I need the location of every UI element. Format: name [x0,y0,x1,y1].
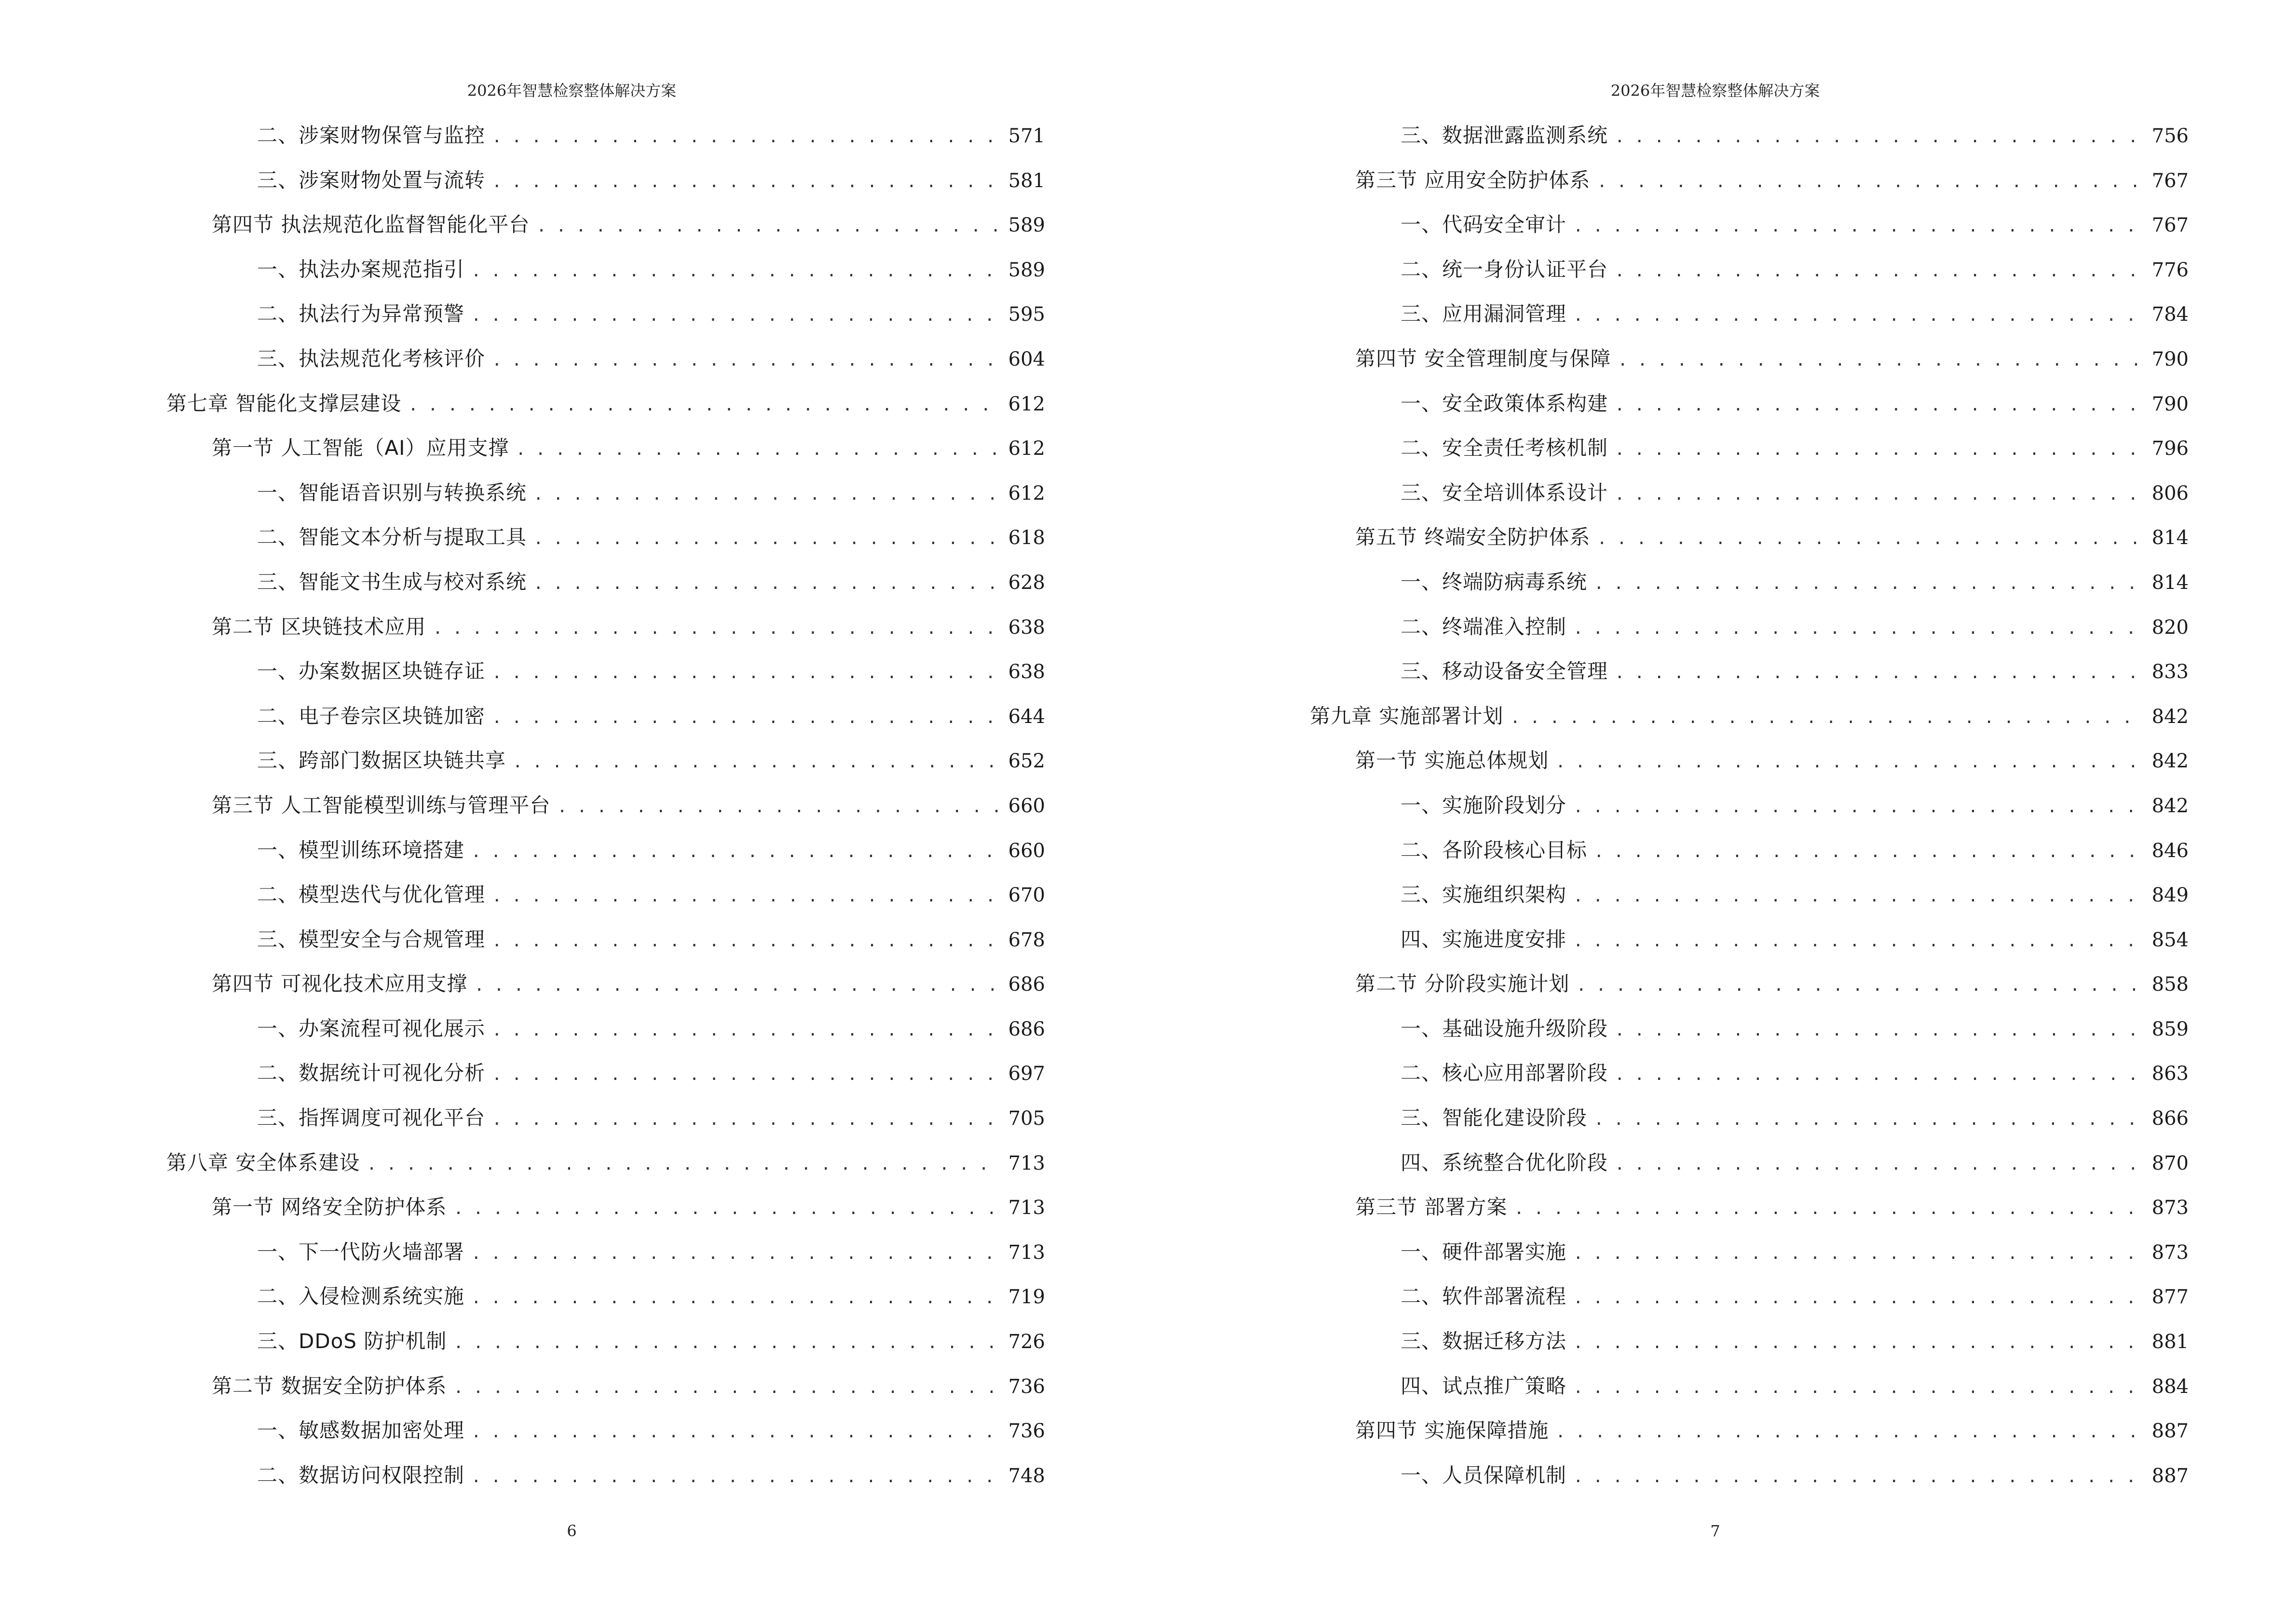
toc-entry-title: 四、实施进度安排 [1401,927,1567,951]
toc-entry-title: 第四节 实施保障措施 [1355,1419,1549,1443]
toc-entry[interactable] [1310,432,2189,477]
page-header: 2026年智慧检察整体解决方案 [467,82,677,100]
toc-entry[interactable] [166,700,1045,745]
toc-entry-title: 第八章 安全体系建设 [166,1150,360,1174]
toc-entry-title: 一、办案数据区块链存证 [257,659,486,683]
toc-entry-title: 第一节 实施总体规划 [1355,749,1549,773]
toc-entry[interactable] [1310,1236,2189,1281]
toc-entry[interactable] [166,298,1045,343]
toc-entry-page-number: 842 [2151,794,2189,817]
toc-entry-page-number: 686 [1008,1018,1045,1040]
dot-leader [492,344,1002,376]
toc-entry[interactable] [1310,745,2189,790]
toc-entry-title: 三、指挥调度可视化平台 [257,1106,486,1130]
toc-entry-title: 第二节 数据安全防护体系 [212,1374,447,1398]
toc-entry-title: 一、实施阶段划分 [1401,793,1567,817]
toc-entry-title: 三、执法规范化考核评价 [257,346,486,370]
dot-leader [516,434,1001,465]
toc-entry[interactable] [1310,1191,2189,1236]
toc-entry[interactable] [166,745,1045,790]
toc-entry-title: 第四节 安全管理制度与保障 [1355,346,1611,370]
toc-entry-page-number: 678 [1008,928,1045,951]
toc-entry[interactable] [1310,298,2189,343]
toc-entry-title: 三、DDoS 防护机制 [257,1329,447,1353]
dot-leader [1615,121,2145,153]
toc-entry-title: 一、下一代防火墙部署 [257,1240,465,1264]
dot-leader [1573,925,2145,957]
toc-entry-page-number: 638 [1008,661,1045,683]
toc-entry-title: 一、模型训练环境搭建 [257,838,465,862]
dot-leader [1615,478,2145,510]
toc-entry[interactable] [166,924,1045,969]
toc-entry[interactable] [166,834,1045,879]
toc-entry-page-number: 814 [2151,527,2189,549]
toc-entry[interactable] [1310,790,2189,834]
dot-leader [1615,1059,2145,1091]
toc-entry-page-number: 697 [1008,1063,1045,1085]
toc-entry-title: 一、安全政策体系构建 [1401,391,1608,415]
toc-entry[interactable] [166,790,1045,834]
toc-entry[interactable] [1310,1325,2189,1370]
toc-entry-page-number: 887 [2151,1420,2189,1443]
dot-leader [1576,969,2145,1001]
toc-entry[interactable] [1310,879,2189,924]
toc-entry-title: 一、敏感数据加密处理 [257,1419,465,1443]
toc-entry-page-number: 842 [2151,705,2189,728]
toc-entry[interactable] [166,611,1045,656]
toc-entry[interactable] [166,254,1045,299]
toc-entry[interactable] [166,1460,1045,1504]
dot-leader [1594,836,2145,868]
dot-leader [453,1372,1001,1404]
toc-entry-page-number: 604 [1008,348,1045,370]
toc-entry-title: 第三节 部署方案 [1355,1195,1508,1219]
dot-leader [1573,210,2145,242]
toc-entry-page-number: 833 [2151,661,2189,683]
toc-entry-title: 二、执法行为异常预警 [257,302,465,326]
toc-entry[interactable] [166,968,1045,1013]
toc-entry[interactable] [1310,1370,2189,1415]
dot-leader [1573,791,2145,823]
toc-entry-title: 二、涉案财物保管与监控 [257,123,486,147]
toc-entry-page-number: 581 [1008,169,1045,192]
toc-entry-title: 三、跨部门数据区块链共享 [257,749,506,773]
toc-entry-page-number: 756 [2151,125,2189,147]
dot-leader [1597,523,2145,555]
toc-entry-title: 二、数据统计可视化分析 [257,1061,486,1085]
toc-entry-page-number: 877 [2151,1286,2189,1309]
toc-entry-title: 二、电子卷宗区块链加密 [257,704,486,728]
toc-entry[interactable] [166,521,1045,566]
toc-entry[interactable] [1310,1102,2189,1147]
toc-entry-title: 第三节 应用安全防护体系 [1355,168,1591,192]
toc-entry[interactable] [166,477,1045,522]
toc-entry[interactable] [166,879,1045,924]
toc-entry-page-number: 644 [1008,705,1045,728]
toc-entry[interactable] [166,209,1045,254]
dot-leader [1597,166,2145,198]
toc-entry[interactable] [166,120,1045,164]
toc-entry-title: 三、安全培训体系设计 [1401,480,1608,505]
dot-leader [492,925,1002,957]
toc-entry-title: 第一节 网络安全防护体系 [212,1195,447,1219]
toc-entry-page-number: 595 [1008,303,1045,326]
toc-entry[interactable] [166,388,1045,433]
toc-entry[interactable] [166,1057,1045,1102]
dot-leader [533,523,1002,555]
toc-entry-page-number: 881 [2151,1331,2189,1353]
toc-entry-page-number: 612 [1008,437,1045,460]
toc-entry[interactable] [166,1147,1045,1192]
dot-leader [1615,434,2145,465]
dot-leader [492,166,1002,198]
toc-entry-page-number: 686 [1008,973,1045,996]
dot-leader [471,1238,1002,1269]
toc-entry-title: 四、系统整合优化阶段 [1401,1150,1608,1174]
dot-leader [1555,746,2145,778]
toc-entry-title: 四、试点推广策略 [1401,1374,1567,1398]
toc-entry-title: 二、统一身份认证平台 [1401,257,1608,281]
toc-entry-page-number: 571 [1008,125,1045,147]
dot-leader [1573,1282,2145,1314]
dot-leader [492,880,1002,912]
toc-entry[interactable] [1310,343,2189,388]
toc-entry-page-number: 660 [1008,794,1045,817]
toc-entry[interactable] [1310,566,2189,611]
toc-entry-page-number: 790 [2151,348,2189,370]
toc-entry-title: 三、智能化建设阶段 [1401,1106,1588,1130]
toc-entry-title: 三、应用漏洞管理 [1401,302,1567,326]
toc-entry[interactable] [1310,1460,2189,1504]
toc-entry-title: 二、入侵检测系统实施 [257,1284,465,1309]
toc-entry-title: 第二节 分阶段实施计划 [1355,972,1570,996]
toc-entry-page-number: 767 [2151,169,2189,192]
toc-entry-page-number: 719 [1008,1286,1045,1309]
dot-leader [1514,1193,2145,1225]
toc-entry-page-number: 713 [1008,1152,1045,1174]
toc-entry-page-number: 660 [1008,839,1045,862]
dot-leader [471,1282,1002,1314]
toc-entry-title: 一、智能语音识别与转换系统 [257,480,527,505]
toc-entry[interactable] [166,1325,1045,1370]
toc-entry-page-number: 612 [1008,482,1045,505]
dot-leader [1594,1104,2145,1135]
dot-leader [1615,1014,2145,1046]
dot-leader [1510,702,2145,734]
page-number: 6 [567,1522,577,1540]
dot-leader [1615,389,2145,421]
toc-entry[interactable] [166,1415,1045,1460]
toc-entry-page-number: 713 [1008,1197,1045,1219]
toc-entry[interactable] [1310,700,2189,745]
toc-entry[interactable] [1310,1415,2189,1460]
toc-entry-title: 第四节 可视化技术应用支撑 [212,972,468,996]
dot-leader [471,1461,1002,1493]
toc-entry[interactable] [1310,477,2189,522]
toc-entry-title: 二、智能文本分析与提取工具 [257,525,527,549]
toc-entry-page-number: 736 [1008,1420,1045,1443]
toc-entry-page-number: 776 [2151,259,2189,281]
dot-leader [471,836,1002,868]
toc-entry[interactable] [1310,1147,2189,1192]
toc-entry-page-number: 726 [1008,1331,1045,1353]
toc-entry[interactable] [1310,1013,2189,1058]
toc-entry[interactable] [166,1013,1045,1058]
toc-entry[interactable] [1310,611,2189,656]
toc-entry[interactable] [1310,655,2189,700]
toc-entry-page-number: 705 [1008,1107,1045,1130]
toc-entry-title: 三、数据迁移方法 [1401,1329,1567,1353]
toc-entry[interactable] [1310,1057,2189,1102]
toc-entry-title: 三、智能文书生成与校对系统 [257,570,527,594]
toc-entry-page-number: 842 [2151,750,2189,773]
toc-entry[interactable] [1310,1281,2189,1325]
toc-entry[interactable] [166,655,1045,700]
toc-entry-title: 二、软件部署流程 [1401,1284,1567,1309]
dot-leader [492,1104,1002,1135]
dot-leader [557,791,1001,823]
dot-leader [492,1014,1002,1046]
dot-leader [471,300,1002,331]
dot-leader [433,613,1001,644]
toc-entry[interactable] [166,1102,1045,1147]
toc-entry-page-number: 767 [2151,214,2189,237]
dot-leader [492,1059,1002,1091]
dot-leader [1615,255,2145,287]
toc-entry-page-number: 846 [2151,839,2189,862]
toc-entry-page-number: 814 [2151,571,2189,594]
toc-entry[interactable] [1310,388,2189,433]
toc-entry-page-number: 628 [1008,571,1045,594]
toc-entry-title: 一、执法办案规范指引 [257,257,465,281]
toc-entry[interactable] [166,1191,1045,1236]
page-right [1144,0,2287,1624]
dot-leader [1573,880,2145,912]
toc-entry[interactable] [1310,834,2189,879]
dot-leader [1573,1327,2145,1359]
toc-entry[interactable] [1310,968,2189,1013]
page-header: 2026年智慧检察整体解决方案 [1610,82,1820,100]
toc-entry-title: 三、涉案财物处置与流转 [257,168,486,192]
toc-entry-title: 一、办案流程可视化展示 [257,1016,486,1040]
toc-entry-page-number: 748 [1008,1464,1045,1487]
dot-leader [1573,1461,2145,1493]
toc-entry-title: 三、模型安全与合规管理 [257,927,486,951]
dot-leader [471,1416,1002,1448]
toc-entry-page-number: 618 [1008,527,1045,549]
toc-entry-page-number: 796 [2151,437,2189,460]
toc-entry[interactable] [166,432,1045,477]
toc-entry-page-number: 820 [2151,616,2189,639]
toc-entry[interactable] [1310,521,2189,566]
dot-leader [492,121,1002,153]
toc-entry-page-number: 589 [1008,214,1045,237]
dot-leader [536,210,1001,242]
toc-entry-page-number: 790 [2151,393,2189,415]
toc-entry-title: 三、数据泄露监测系统 [1401,123,1608,147]
toc-entry-title: 一、代码安全审计 [1401,213,1567,237]
toc-entry-page-number: 870 [2151,1152,2189,1174]
toc-entry-page-number: 873 [2151,1241,2189,1264]
dot-leader [513,746,1002,778]
toc-entry[interactable] [166,1281,1045,1325]
toc-entry-page-number: 858 [2151,973,2189,996]
dot-leader [1573,1238,2145,1269]
toc-entry[interactable] [1310,120,2189,164]
dot-leader [1573,300,2145,331]
toc-entry-title: 三、移动设备安全管理 [1401,659,1608,683]
toc-entry-page-number: 670 [1008,884,1045,907]
toc-entry[interactable] [1310,209,2189,254]
dot-leader [492,657,1002,689]
toc-entry-page-number: 854 [2151,928,2189,951]
toc-entry-page-number: 849 [2151,884,2189,907]
toc-entry-page-number: 736 [1008,1375,1045,1398]
toc-entry[interactable] [166,343,1045,388]
toc-entry-title: 第二节 区块链技术应用 [212,614,426,639]
toc-entry[interactable] [166,566,1045,611]
dot-leader [1555,1416,2145,1448]
toc-entry-page-number: 652 [1008,750,1045,773]
dot-leader [453,1327,1001,1359]
toc-entry-title: 第五节 终端安全防护体系 [1355,525,1591,549]
dot-leader [1615,1148,2145,1180]
dot-leader [1573,613,2145,644]
toc-entry-page-number: 612 [1008,393,1045,415]
toc-entry-title: 二、安全责任考核机制 [1401,436,1608,460]
toc-entry-title: 二、终端准入控制 [1401,614,1567,639]
toc-entry-page-number: 859 [2151,1018,2189,1040]
dot-leader [533,478,1002,510]
toc-entry[interactable] [166,1236,1045,1281]
toc-entry-title: 一、硬件部署实施 [1401,1240,1567,1264]
toc-entry-title: 二、各阶段核心目标 [1401,838,1588,862]
toc-entry-title: 第七章 智能化支撑层建设 [166,391,402,415]
toc-entry-title: 第九章 实施部署计划 [1310,704,1504,728]
dot-leader [533,568,1002,600]
toc-entry[interactable] [1310,924,2189,969]
toc-list [166,120,1045,1504]
dot-leader [492,702,1002,734]
toc-entry-page-number: 866 [2151,1107,2189,1130]
toc-entry-title: 一、终端防病毒系统 [1401,570,1588,594]
toc-entry-page-number: 589 [1008,259,1045,281]
toc-list [1310,120,2189,1504]
toc-entry-title: 一、基础设施升级阶段 [1401,1016,1608,1040]
toc-entry[interactable] [1310,164,2189,209]
toc-entry[interactable] [166,1370,1045,1415]
toc-entry-title: 第一节 人工智能（AI）应用支撑 [212,436,509,460]
toc-entry-title: 三、实施组织架构 [1401,883,1567,907]
toc-entry-page-number: 784 [2151,303,2189,326]
toc-entry[interactable] [166,164,1045,209]
toc-entry-title: 二、核心应用部署阶段 [1401,1061,1608,1085]
page-number: 7 [1710,1522,1720,1540]
toc-entry-page-number: 713 [1008,1241,1045,1264]
dot-leader [1615,657,2145,689]
toc-entry-page-number: 873 [2151,1197,2189,1219]
toc-entry-title: 二、模型迭代与优化管理 [257,883,486,907]
dot-leader [1618,344,2145,376]
dot-leader [408,389,1001,421]
dot-leader [471,255,1002,287]
dot-leader [367,1148,1001,1180]
toc-entry-title: 第四节 执法规范化监督智能化平台 [212,213,530,237]
toc-entry-page-number: 638 [1008,616,1045,639]
toc-entry-page-number: 884 [2151,1375,2189,1398]
dot-leader [1594,568,2145,600]
dot-leader [1573,1372,2145,1404]
toc-entry-page-number: 806 [2151,482,2189,505]
toc-entry-page-number: 863 [2151,1063,2189,1085]
toc-entry[interactable] [1310,254,2189,299]
dot-leader [453,1193,1001,1225]
toc-entry-page-number: 887 [2151,1464,2189,1487]
toc-entry-title: 第三节 人工智能模型训练与管理平台 [212,793,551,817]
dot-leader [474,969,1001,1001]
toc-entry-title: 一、人员保障机制 [1401,1463,1567,1487]
toc-entry-title: 二、数据访问权限控制 [257,1463,465,1487]
